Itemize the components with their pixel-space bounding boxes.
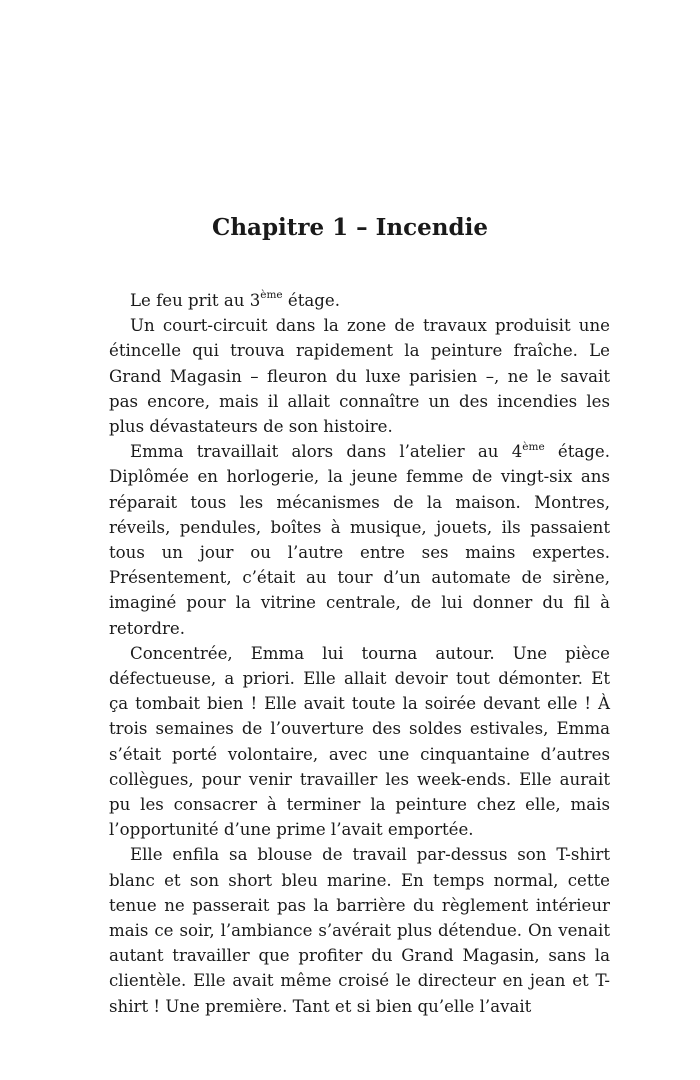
paragraph-1: [109, 288, 610, 313]
paragraph-1-text-end: étage.: [282, 291, 341, 310]
paragraph-4: Concentrée, Emma lui tourna autour. Une pièce défectueuse, a priori. Elle allait devoir tout démonter. Et ça tombait bien ! Elle avait toute la soirée devant elle ! À trois semaines de l’ouverture des soldes estivales, Emma s’était porté volontaire, avec une cinquantaine d’autres collègues, pour venir travailler les week-ends. Elle aurait pu les consacrer à terminer la peinture chez elle, mais l’opportunité d’une prime l’avait emportée.: [109, 643, 610, 840]
paragraph-1-text-start: Le feu prit au 3: [130, 291, 261, 310]
chapter-title: Chapitre 1 – Incendie: [212, 214, 488, 241]
paragraph-3-text-end: étage. Diplômée en horlogerie, la jeune femme de vingt-six ans réparait tous les mécanismes de la maison. Montres, réveils, pendules, boîtes à musique, jouets, ils passaient tous un jour ou l’autre entre ses mains expertes. Présentement, c’était au tour d’un automate de sirène, imaginé pour la vitrine centrale, de lui donner du fil à retordre.: [109, 442, 611, 638]
chapter-text: [109, 288, 610, 1019]
paragraph-5: Elle enfila sa blouse de travail par-dessus son T-shirt blanc et son short bleu marine. En temps normal, cette tenue ne passerait pas la barrière du règlement intérieur mais ce soir, l’ambiance s’avérait plus détendue. On venait autant travailler que profiter du Grand Magasin, sans la clientèle. Elle avait même croisé le directeur en jean et T-shirt ! Une première. Tant et si bien qu’elle l’avait: [109, 845, 610, 1016]
ordinal-suffix: ème: [522, 440, 545, 453]
paragraph-3-text-start: Emma travaillait alors dans l’atelier au 4: [130, 442, 523, 462]
ordinal-suffix: ème: [260, 289, 283, 302]
paragraph-3: [109, 439, 610, 641]
paragraph-2: Un court-circuit dans la zone de travaux produisit une étincelle qui trouva rapidement la peinture fraîche. Le Grand Magasin – fleuron du luxe parisien –, ne le savait pas encore, mais il allait connaître un des incendies les plus dévastateurs de son histoire.: [109, 316, 610, 437]
